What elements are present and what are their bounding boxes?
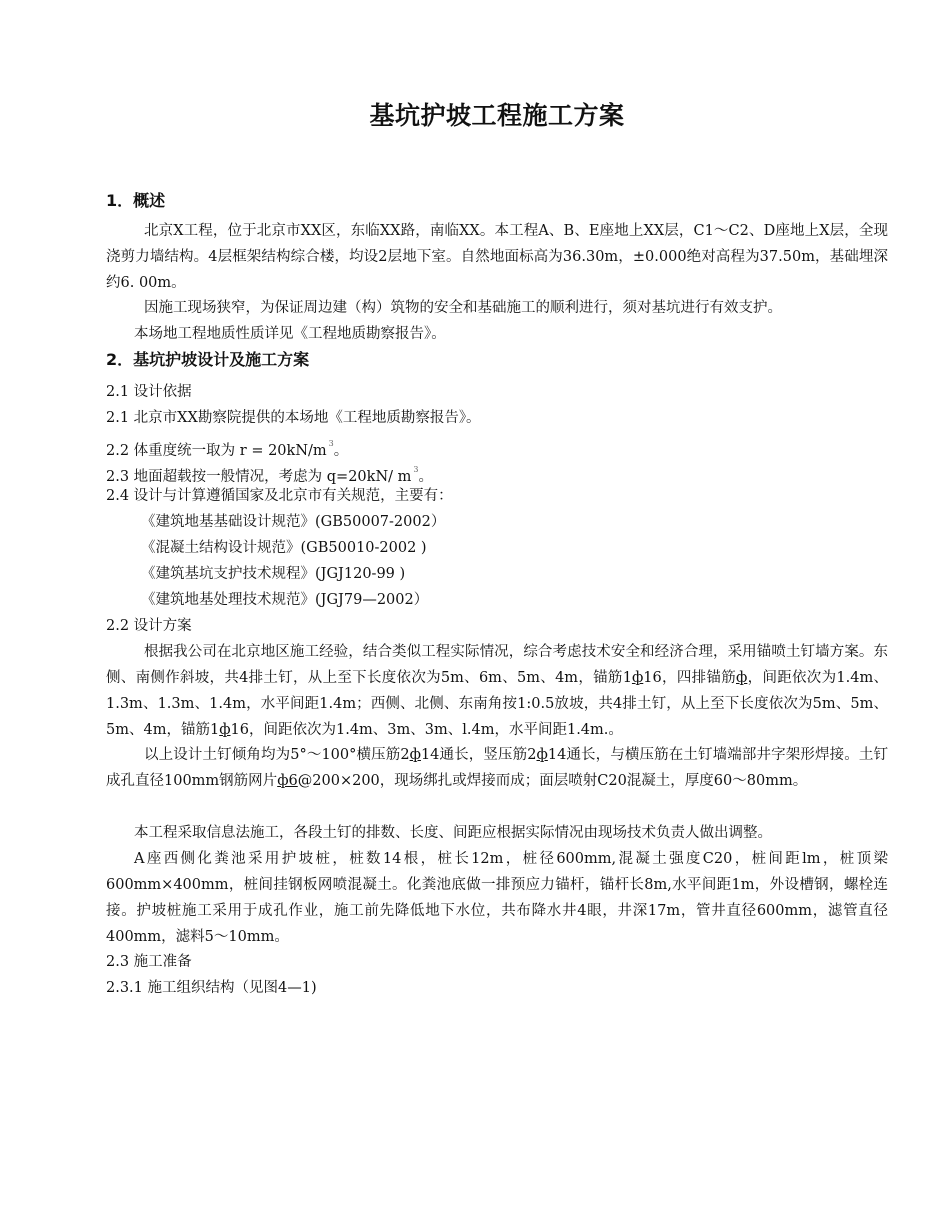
superscript: 3: [413, 465, 419, 474]
item-2-1-basis: 2.1 设计依据: [106, 384, 192, 400]
section-1-paragraph-1: 北京X工程，位于北京市XX区，东临XX路，南临XX。本工程A、B、E座地上XX层，C1～C2、D座地上X层，全现浇剪力墙结构。4层框架结构综合楼，均设2层地下室。自然地面标高为36.30m，±0.000绝对高程为37.50m，基础埋深约6. 00m。: [106, 223, 888, 291]
section-1-paragraph-2: 因施工现场狭窄，为保证周边建（构）筑物的安全和基础施工的顺利进行，须对基坑进行有效支护。: [144, 300, 782, 316]
superscript: 3: [328, 439, 334, 448]
section-1-paragraph-3: 本场地工程地质性质详见《工程地质勘察报告》。: [134, 326, 446, 342]
design-paragraph-3: 本工程采取信息法施工，各段土钉的排数、长度、间距应根据实际情况由现场技术负责人做出调整。: [134, 825, 772, 841]
section-1-heading: 1．概述: [106, 191, 166, 210]
item-2-2-design-scheme: 2.2 设计方案: [106, 618, 192, 634]
item-2-3-surcharge: 2.3 地面超载按一般情况，考虑为 q=20kN/ m $^3$。: [106, 465, 433, 485]
reference-item: 《混凝土结构设计规范》(GB50010-2002 ): [141, 540, 427, 556]
item-2-4-standards: 2.4 设计与计算遵循国家及北京市有关规范，主要有：: [106, 488, 453, 504]
item-2-3-1-organization: 2.3.1 施工组织结构（见图4—1): [106, 980, 317, 996]
item-2-2-unit-weight: 2.2 体重度统一取为 r = 20kN/m $^3$。: [106, 439, 349, 459]
item-2-1-report: 2.1 北京市XX勘察院提供的本场地《工程地质勘察报告》。: [106, 410, 481, 426]
reference-item: 《建筑地基基础设计规范》(GB50007-2002）: [141, 514, 446, 530]
document-title: 基坑护坡工程施工方案: [369, 101, 625, 130]
reference-item: 《建筑地基处理技术规范》(JGJ79—2002）: [141, 592, 429, 608]
section-2-heading: 2．基坑护坡设计及施工方案: [106, 350, 310, 369]
design-paragraph-4: A座西侧化粪池采用护坡桩，桩数14根，桩长12m，桩径600mm,混凝土强度C20，桩间距lm，桩顶梁600mm×400mm，桩间挂钢板网喷混凝土。化粪池底做一排预应力锚杆，锚杆长8m,水平间距1m，外设槽钢，螺栓连接。护坡桩施工采用于成孔作业，施工前先降低地下水位，共布降水井4眼，井深17m，管井直径600mm，滤管直径400mm，滤料5～10mm。: [106, 851, 888, 945]
item-2-3-preparation: 2.3 施工准备: [106, 954, 192, 970]
reference-item: 《建筑基坑支护技术规程》(JGJ120-99 ): [141, 566, 406, 582]
design-paragraph-2: 以上设计土钉倾角均为5°～100°横压筋2ф14通长，竖压筋2ф14通长，与横压筋在土钉墙端部井字架形焊接。土钉成孔直径100mm钢筋网片ф6@200×200，现场绑扎或焊接而成；面层喷射C20混凝土，厚度60～80mm。: [106, 747, 888, 789]
design-paragraph-1: 根据我公司在北京地区施工经验，结合类似工程实际情况，综合考虑技术安全和经济合理，采用锚喷土钉墙方案。东侧、南侧作斜坡，共4排土钉，从上至下长度依次为5m、6m、5m、4m，锚筋1ф16，四排锚筋ф，间距依次为1.4m、1.3m、1.3m、1.4m，水平间距1.4m；西侧、北侧、东南角按1:0.5放坡，共4排土钉，从上至下长度依次为5m、5m、5m、4m，锚筋1ф16，间距依次为1.4m、3m、3m、l.4m，水平间距1.4m.。: [106, 644, 888, 738]
